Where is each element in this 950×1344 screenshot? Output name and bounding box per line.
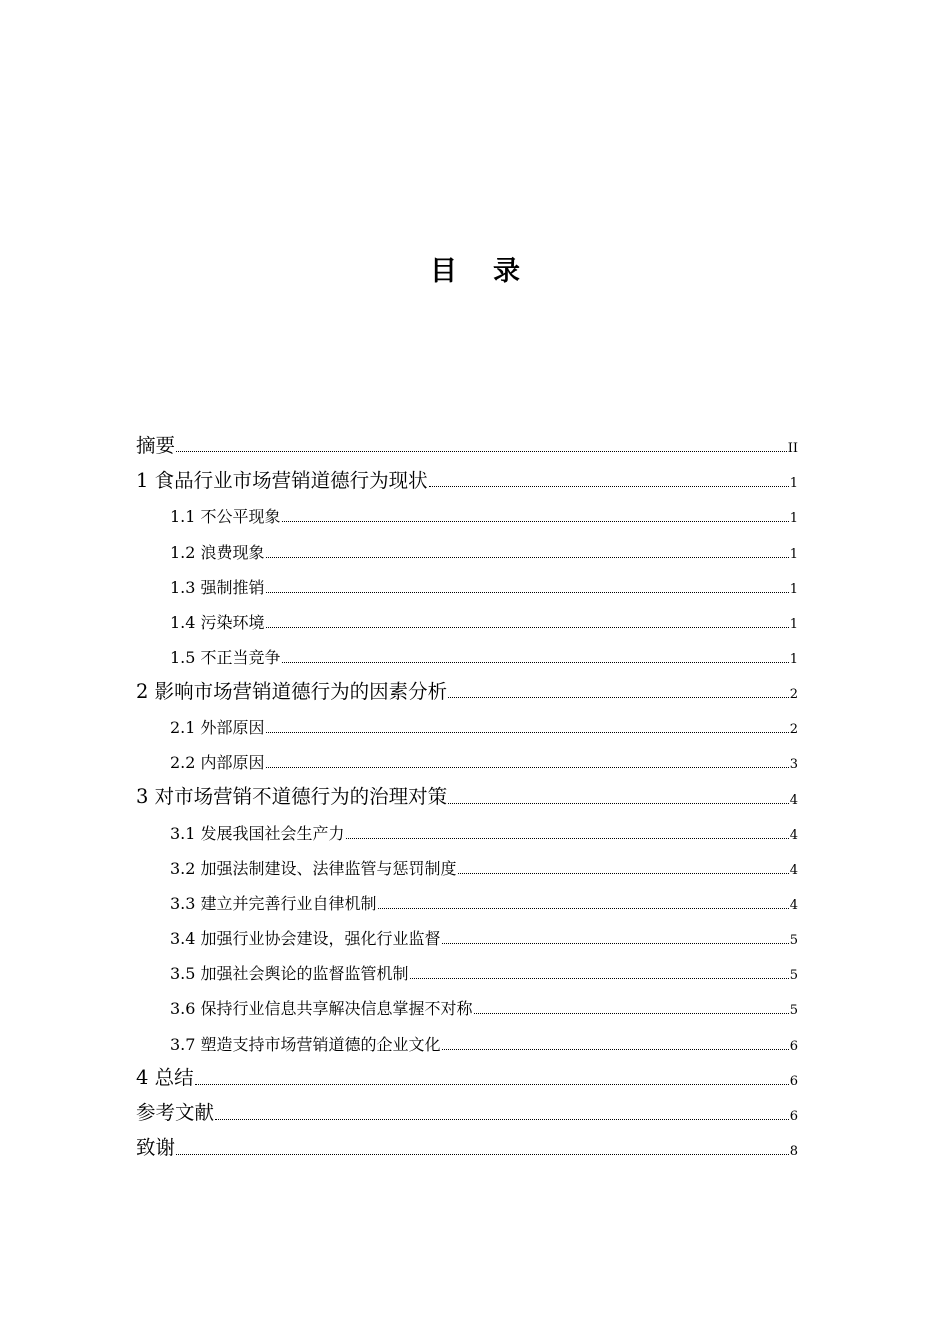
toc-dot-leader [266,627,789,628]
toc-title: 目录 [430,256,556,287]
toc-entry[interactable] [136,672,798,707]
toc-entry-label: 3.2 加强法制建设、法律监管与惩罚制度 [170,858,457,878]
toc-dot-leader [266,557,789,558]
toc-entry-page: 6 [789,1108,798,1124]
toc-entry[interactable] [136,918,798,953]
toc-dot-leader [410,978,789,979]
toc-entry[interactable] [136,883,798,918]
toc-entry-page: 1 [789,511,798,527]
toc-entry-page: II [787,441,798,457]
toc-entry-label: 2.1 外部原因 [170,718,265,738]
toc-dot-leader [442,1049,789,1050]
toc-entry-label: 1.4 污染环境 [170,612,265,632]
toc-dot-leader [448,803,789,804]
toc-entry[interactable] [136,1059,798,1094]
toc-entry[interactable] [136,1023,798,1058]
toc-entry[interactable] [136,1094,798,1129]
toc-dot-leader [176,1154,789,1155]
toc-entry-page: 5 [789,1003,798,1019]
toc-entry-label: 2.2 内部原因 [170,753,265,773]
toc-dot-leader [266,767,789,768]
toc-dot-leader [266,732,789,733]
toc-entry-page: 6 [789,1073,798,1089]
toc-entry-label: 3.4 加强行业协会建设，强化行业监督 [170,929,441,949]
toc-entry[interactable] [136,953,798,988]
table-of-contents [136,426,798,1164]
toc-entry[interactable] [136,602,798,637]
toc-entry-label: 3.5 加强社会舆论的监督监管机制 [170,964,409,984]
toc-entry-label: 1.1 不公平现象 [170,507,281,527]
toc-entry[interactable] [136,707,798,742]
toc-entry-page: 1 [789,581,798,597]
toc-entry-page: 3 [789,757,798,773]
toc-dot-leader [442,943,789,944]
toc-dot-leader [282,521,789,522]
toc-entry-page: 2 [789,722,798,738]
toc-dot-leader [458,873,789,874]
toc-entry-label: 参考文献 [136,1101,215,1125]
toc-dot-leader [474,1013,789,1014]
toc-entry[interactable] [136,496,798,531]
toc-entry-page: 1 [789,476,798,492]
toc-entry[interactable] [136,531,798,566]
toc-entry-label: 致谢 [136,1136,176,1160]
toc-entry-label: 3 对市场营销不道德行为的治理对策 [136,785,448,809]
toc-entry-page: 5 [789,968,798,984]
toc-dot-leader [195,1084,789,1085]
toc-entry-page: 1 [789,651,798,667]
toc-dot-leader [346,838,789,839]
toc-entry-page: 4 [789,862,798,878]
toc-entry-page: 1 [789,546,798,562]
toc-entry-page: 5 [789,933,798,949]
toc-entry-page: 6 [789,1038,798,1054]
toc-entry-label: 3.6 保持行业信息共享解决信息掌握不对称 [170,999,473,1019]
toc-dot-leader [176,451,787,452]
toc-entry-page: 2 [789,687,798,703]
toc-entry-label: 1.3 强制推销 [170,577,265,597]
toc-dot-leader [429,486,789,487]
toc-dot-leader [215,1119,789,1120]
toc-entry[interactable] [136,567,798,602]
toc-dot-leader [448,697,789,698]
toc-entry[interactable] [136,426,798,461]
toc-entry-page: 1 [789,616,798,632]
toc-entry[interactable] [136,1129,798,1164]
toc-entry-label: 1.2 浪费现象 [170,542,265,562]
toc-entry-label: 3.7 塑造支持市场营销道德的企业文化 [170,1034,441,1054]
toc-entry-label: 3.3 建立并完善行业自律机制 [170,893,377,913]
toc-entry[interactable] [136,848,798,883]
toc-entry-label: 1 食品行业市场营销道德行为现状 [136,468,428,492]
toc-entry-label: 4 总结 [136,1066,194,1090]
toc-entry-page: 4 [789,792,798,808]
toc-entry-page: 4 [789,897,798,913]
toc-entry-page: 4 [789,827,798,843]
toc-entry[interactable] [136,988,798,1023]
toc-entry[interactable] [136,637,798,672]
toc-entry-label: 3.1 发展我国社会生产力 [170,823,345,843]
toc-entry[interactable] [136,777,798,812]
toc-dot-leader [266,592,789,593]
toc-entry-page: 8 [789,1143,798,1159]
toc-entry[interactable] [136,461,798,496]
toc-entry[interactable] [136,813,798,848]
toc-dot-leader [282,662,789,663]
toc-entry-label: 1.5 不正当竞争 [170,647,281,667]
toc-dot-leader [378,908,789,909]
toc-entry[interactable] [136,742,798,777]
toc-entry-label: 摘要 [136,433,176,457]
toc-entry-label: 2 影响市场营销道德行为的因素分析 [136,679,448,703]
